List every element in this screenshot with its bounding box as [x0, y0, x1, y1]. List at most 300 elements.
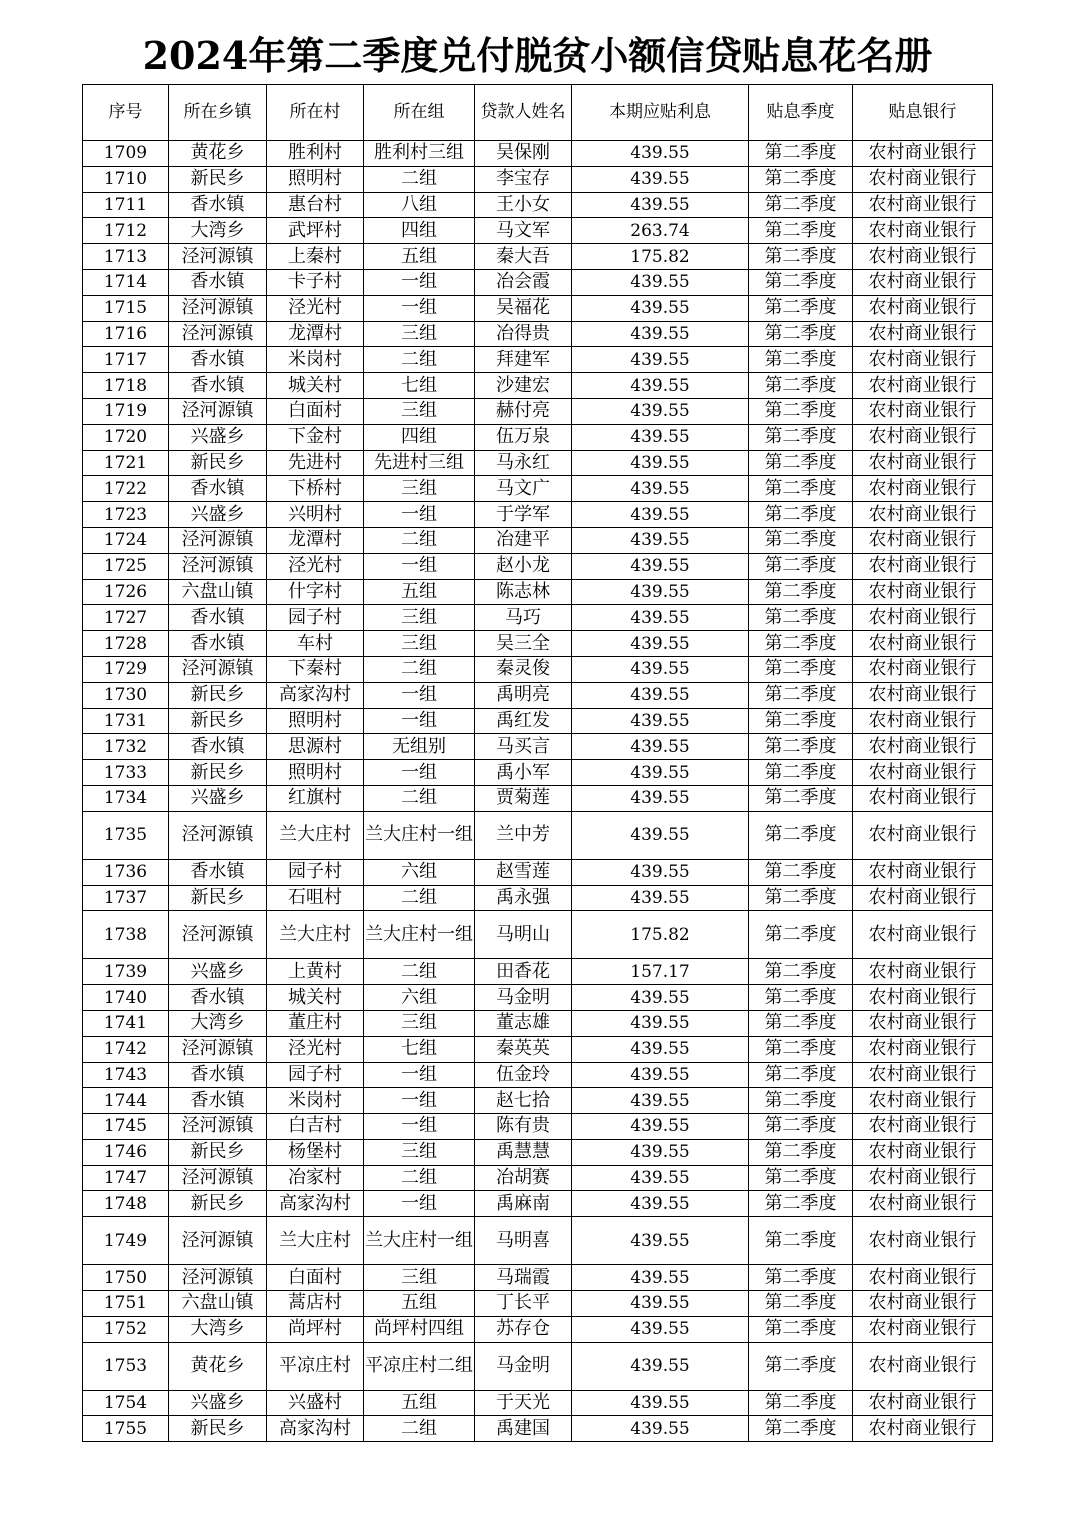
cell-index: 1754 [83, 1390, 169, 1416]
cell-bank: 农村商业银行 [853, 373, 993, 399]
cell-bank: 农村商业银行 [853, 605, 993, 631]
cell-interest: 439.55 [572, 656, 749, 682]
table-row [83, 1036, 993, 1062]
cell-township: 泾河源镇 [169, 656, 267, 682]
cell-village: 兴盛村 [267, 1390, 364, 1416]
cell-interest: 439.55 [572, 166, 749, 192]
cell-village: 惠台村 [267, 192, 364, 218]
cell-index: 1730 [83, 682, 169, 708]
cell-bank: 农村商业银行 [853, 1088, 993, 1114]
cell-township: 兴盛乡 [169, 424, 267, 450]
cell-group: 四组 [364, 424, 475, 450]
col-header-interest: 本期应贴利息 [572, 85, 749, 141]
col-header-township: 所在乡镇 [169, 85, 267, 141]
cell-township: 泾河源镇 [169, 1217, 267, 1265]
cell-group: 一组 [364, 1062, 475, 1088]
cell-township: 兴盛乡 [169, 785, 267, 811]
cell-bank: 农村商业银行 [853, 269, 993, 295]
table-row [83, 1139, 993, 1165]
cell-quarter: 第二季度 [749, 450, 853, 476]
col-header-index: 序号 [83, 85, 169, 141]
cell-village: 园子村 [267, 1062, 364, 1088]
cell-group: 三组 [364, 1265, 475, 1291]
cell-village: 先进村 [267, 450, 364, 476]
cell-quarter: 第二季度 [749, 734, 853, 760]
cell-township: 大湾乡 [169, 1316, 267, 1342]
cell-borrower: 马瑞霞 [475, 1265, 572, 1291]
cell-bank: 农村商业银行 [853, 347, 993, 373]
cell-group: 二组 [364, 527, 475, 553]
cell-bank: 农村商业银行 [853, 811, 993, 859]
cell-borrower: 伍万泉 [475, 424, 572, 450]
cell-village: 下桥村 [267, 476, 364, 502]
cell-interest: 439.55 [572, 885, 749, 911]
cell-township: 泾河源镇 [169, 244, 267, 270]
cell-bank: 农村商业银行 [853, 1165, 993, 1191]
cell-group: 七组 [364, 1036, 475, 1062]
cell-village: 白面村 [267, 398, 364, 424]
cell-quarter: 第二季度 [749, 1291, 853, 1317]
cell-group: 二组 [364, 1416, 475, 1442]
cell-index: 1741 [83, 1010, 169, 1036]
cell-borrower: 马买言 [475, 734, 572, 760]
cell-village: 泾光村 [267, 553, 364, 579]
cell-quarter: 第二季度 [749, 631, 853, 657]
cell-bank: 农村商业银行 [853, 1265, 993, 1291]
cell-township: 香水镇 [169, 1088, 267, 1114]
cell-borrower: 沙建宏 [475, 373, 572, 399]
cell-quarter: 第二季度 [749, 1191, 853, 1217]
cell-borrower: 拜建军 [475, 347, 572, 373]
cell-township: 新民乡 [169, 682, 267, 708]
cell-borrower: 马文军 [475, 218, 572, 244]
cell-township: 六盘山镇 [169, 579, 267, 605]
col-header-quarter: 贴息季度 [749, 85, 853, 141]
cell-group: 一组 [364, 553, 475, 579]
cell-village: 石咀村 [267, 885, 364, 911]
cell-township: 泾河源镇 [169, 398, 267, 424]
table-row [83, 682, 993, 708]
cell-quarter: 第二季度 [749, 959, 853, 985]
cell-index: 1720 [83, 424, 169, 450]
cell-index: 1732 [83, 734, 169, 760]
cell-village: 红旗村 [267, 785, 364, 811]
cell-township: 新民乡 [169, 760, 267, 786]
table-row [83, 141, 993, 167]
cell-bank: 农村商业银行 [853, 502, 993, 528]
cell-interest: 439.55 [572, 373, 749, 399]
table-row [83, 218, 993, 244]
cell-township: 香水镇 [169, 476, 267, 502]
table-row [83, 1265, 993, 1291]
cell-bank: 农村商业银行 [853, 656, 993, 682]
cell-township: 香水镇 [169, 269, 267, 295]
cell-quarter: 第二季度 [749, 760, 853, 786]
cell-quarter: 第二季度 [749, 424, 853, 450]
cell-interest: 439.55 [572, 1088, 749, 1114]
cell-index: 1713 [83, 244, 169, 270]
table-row [83, 398, 993, 424]
cell-interest: 439.55 [572, 450, 749, 476]
cell-township: 香水镇 [169, 631, 267, 657]
cell-group: 二组 [364, 1165, 475, 1191]
cell-borrower: 丁长平 [475, 1291, 572, 1317]
table-row [83, 579, 993, 605]
cell-bank: 农村商业银行 [853, 1036, 993, 1062]
cell-group: 三组 [364, 476, 475, 502]
cell-interest: 439.55 [572, 734, 749, 760]
cell-bank: 农村商业银行 [853, 1316, 993, 1342]
cell-group: 三组 [364, 398, 475, 424]
table-row [83, 244, 993, 270]
cell-village: 城关村 [267, 373, 364, 399]
cell-borrower: 秦英英 [475, 1036, 572, 1062]
cell-group: 二组 [364, 959, 475, 985]
cell-borrower: 王小女 [475, 192, 572, 218]
table-row [83, 734, 993, 760]
cell-group: 五组 [364, 1291, 475, 1317]
cell-interest: 439.55 [572, 347, 749, 373]
cell-group: 先进村三组 [364, 450, 475, 476]
cell-interest: 439.55 [572, 1139, 749, 1165]
cell-group: 六组 [364, 985, 475, 1011]
cell-interest: 439.55 [572, 1291, 749, 1317]
cell-group: 一组 [364, 760, 475, 786]
table-row [83, 424, 993, 450]
cell-village: 平凉庄村 [267, 1342, 364, 1390]
table-row [83, 811, 993, 859]
cell-interest: 439.55 [572, 1217, 749, 1265]
cell-quarter: 第二季度 [749, 192, 853, 218]
table-row [83, 347, 993, 373]
cell-index: 1719 [83, 398, 169, 424]
cell-township: 新民乡 [169, 450, 267, 476]
cell-quarter: 第二季度 [749, 1217, 853, 1265]
cell-group: 一组 [364, 1088, 475, 1114]
cell-borrower: 秦灵俊 [475, 656, 572, 682]
cell-village: 卡子村 [267, 269, 364, 295]
cell-quarter: 第二季度 [749, 885, 853, 911]
table-row [83, 321, 993, 347]
cell-group: 三组 [364, 1010, 475, 1036]
cell-quarter: 第二季度 [749, 502, 853, 528]
cell-borrower: 吴保刚 [475, 141, 572, 167]
cell-village: 米岗村 [267, 347, 364, 373]
cell-village: 米岗村 [267, 1088, 364, 1114]
cell-bank: 农村商业银行 [853, 218, 993, 244]
cell-group: 二组 [364, 656, 475, 682]
cell-index: 1731 [83, 708, 169, 734]
cell-quarter: 第二季度 [749, 1265, 853, 1291]
cell-interest: 175.82 [572, 244, 749, 270]
cell-group: 一组 [364, 295, 475, 321]
cell-interest: 439.55 [572, 141, 749, 167]
cell-interest: 439.55 [572, 1191, 749, 1217]
cell-group: 二组 [364, 785, 475, 811]
cell-interest: 439.55 [572, 321, 749, 347]
cell-borrower: 禹小军 [475, 760, 572, 786]
cell-index: 1751 [83, 1291, 169, 1317]
cell-interest: 439.55 [572, 605, 749, 631]
cell-index: 1738 [83, 911, 169, 959]
cell-bank: 农村商业银行 [853, 911, 993, 959]
cell-index: 1724 [83, 527, 169, 553]
table-row [83, 1291, 993, 1317]
cell-bank: 农村商业银行 [853, 1062, 993, 1088]
cell-village: 杨堡村 [267, 1139, 364, 1165]
cell-bank: 农村商业银行 [853, 1291, 993, 1317]
cell-index: 1736 [83, 859, 169, 885]
cell-quarter: 第二季度 [749, 579, 853, 605]
cell-group: 五组 [364, 579, 475, 605]
cell-group: 五组 [364, 244, 475, 270]
cell-index: 1746 [83, 1139, 169, 1165]
cell-borrower: 禹永强 [475, 885, 572, 911]
cell-index: 1725 [83, 553, 169, 579]
cell-township: 兴盛乡 [169, 1390, 267, 1416]
cell-village: 兰大庄村 [267, 811, 364, 859]
table-row [83, 985, 993, 1011]
cell-borrower: 禹红发 [475, 708, 572, 734]
cell-borrower: 李宝存 [475, 166, 572, 192]
table-row [83, 527, 993, 553]
cell-quarter: 第二季度 [749, 1088, 853, 1114]
cell-bank: 农村商业银行 [853, 1390, 993, 1416]
cell-bank: 农村商业银行 [853, 476, 993, 502]
cell-group: 兰大庄村一组 [364, 1217, 475, 1265]
cell-township: 香水镇 [169, 192, 267, 218]
cell-quarter: 第二季度 [749, 244, 853, 270]
cell-borrower: 赵七拾 [475, 1088, 572, 1114]
cell-quarter: 第二季度 [749, 1342, 853, 1390]
cell-interest: 439.55 [572, 1390, 749, 1416]
cell-quarter: 第二季度 [749, 218, 853, 244]
cell-index: 1740 [83, 985, 169, 1011]
cell-township: 大湾乡 [169, 218, 267, 244]
cell-township: 香水镇 [169, 373, 267, 399]
table-row [83, 656, 993, 682]
table-row [83, 859, 993, 885]
cell-index: 1723 [83, 502, 169, 528]
cell-bank: 农村商业银行 [853, 959, 993, 985]
cell-borrower: 马明山 [475, 911, 572, 959]
cell-index: 1745 [83, 1114, 169, 1140]
cell-village: 白吉村 [267, 1114, 364, 1140]
cell-borrower: 马永红 [475, 450, 572, 476]
cell-group: 一组 [364, 708, 475, 734]
col-header-village: 所在村 [267, 85, 364, 141]
cell-quarter: 第二季度 [749, 1139, 853, 1165]
cell-village: 高家沟村 [267, 682, 364, 708]
col-header-bank: 贴息银行 [853, 85, 993, 141]
cell-borrower: 禹慧慧 [475, 1139, 572, 1165]
cell-village: 泾光村 [267, 295, 364, 321]
cell-township: 泾河源镇 [169, 527, 267, 553]
cell-township: 新民乡 [169, 1191, 267, 1217]
cell-borrower: 赫付亮 [475, 398, 572, 424]
cell-village: 车村 [267, 631, 364, 657]
col-header-borrower: 贷款人姓名 [475, 85, 572, 141]
cell-quarter: 第二季度 [749, 985, 853, 1011]
cell-township: 新民乡 [169, 1139, 267, 1165]
cell-quarter: 第二季度 [749, 656, 853, 682]
cell-group: 三组 [364, 605, 475, 631]
cell-index: 1733 [83, 760, 169, 786]
cell-bank: 农村商业银行 [853, 1010, 993, 1036]
cell-borrower: 禹麻南 [475, 1191, 572, 1217]
cell-township: 大湾乡 [169, 1010, 267, 1036]
cell-group: 无组别 [364, 734, 475, 760]
cell-bank: 农村商业银行 [853, 244, 993, 270]
cell-index: 1750 [83, 1265, 169, 1291]
cell-village: 城关村 [267, 985, 364, 1011]
cell-quarter: 第二季度 [749, 1036, 853, 1062]
cell-interest: 439.55 [572, 527, 749, 553]
cell-quarter: 第二季度 [749, 295, 853, 321]
cell-bank: 农村商业银行 [853, 734, 993, 760]
cell-interest: 439.55 [572, 192, 749, 218]
cell-township: 新民乡 [169, 166, 267, 192]
cell-borrower: 禹建国 [475, 1416, 572, 1442]
cell-borrower: 赵雪莲 [475, 859, 572, 885]
cell-interest: 439.55 [572, 1316, 749, 1342]
cell-group: 六组 [364, 859, 475, 885]
cell-borrower: 陈志林 [475, 579, 572, 605]
cell-borrower: 马金明 [475, 985, 572, 1011]
cell-group: 三组 [364, 631, 475, 657]
cell-bank: 农村商业银行 [853, 631, 993, 657]
cell-index: 1721 [83, 450, 169, 476]
cell-interest: 439.55 [572, 269, 749, 295]
cell-bank: 农村商业银行 [853, 321, 993, 347]
cell-interest: 439.55 [572, 785, 749, 811]
cell-village: 泾光村 [267, 1036, 364, 1062]
cell-index: 1748 [83, 1191, 169, 1217]
cell-group: 二组 [364, 347, 475, 373]
cell-village: 上秦村 [267, 244, 364, 270]
cell-quarter: 第二季度 [749, 911, 853, 959]
cell-bank: 农村商业银行 [853, 1139, 993, 1165]
cell-village: 高家沟村 [267, 1416, 364, 1442]
table-row [83, 450, 993, 476]
cell-interest: 439.55 [572, 1114, 749, 1140]
cell-quarter: 第二季度 [749, 1062, 853, 1088]
cell-borrower: 冶胡赛 [475, 1165, 572, 1191]
cell-group: 四组 [364, 218, 475, 244]
table-row [83, 1114, 993, 1140]
cell-quarter: 第二季度 [749, 321, 853, 347]
cell-quarter: 第二季度 [749, 811, 853, 859]
cell-village: 照明村 [267, 760, 364, 786]
cell-bank: 农村商业银行 [853, 708, 993, 734]
cell-township: 新民乡 [169, 885, 267, 911]
cell-bank: 农村商业银行 [853, 1217, 993, 1265]
cell-group: 尚坪村四组 [364, 1316, 475, 1342]
cell-index: 1749 [83, 1217, 169, 1265]
cell-bank: 农村商业银行 [853, 295, 993, 321]
cell-bank: 农村商业银行 [853, 192, 993, 218]
cell-borrower: 赵小龙 [475, 553, 572, 579]
cell-borrower: 吴三全 [475, 631, 572, 657]
cell-borrower: 陈有贵 [475, 1114, 572, 1140]
cell-interest: 439.55 [572, 1265, 749, 1291]
table-row [83, 708, 993, 734]
cell-township: 泾河源镇 [169, 295, 267, 321]
table-row [83, 631, 993, 657]
cell-township: 香水镇 [169, 1062, 267, 1088]
cell-village: 胜利村 [267, 141, 364, 167]
cell-interest: 263.74 [572, 218, 749, 244]
cell-village: 兰大庄村 [267, 911, 364, 959]
cell-quarter: 第二季度 [749, 1165, 853, 1191]
cell-bank: 农村商业银行 [853, 1416, 993, 1442]
cell-interest: 439.55 [572, 1010, 749, 1036]
cell-bank: 农村商业银行 [853, 1342, 993, 1390]
table-row [83, 1416, 993, 1442]
cell-bank: 农村商业银行 [853, 1191, 993, 1217]
cell-borrower: 禹明亮 [475, 682, 572, 708]
cell-township: 新民乡 [169, 1416, 267, 1442]
cell-quarter: 第二季度 [749, 553, 853, 579]
table-row [83, 1390, 993, 1416]
cell-interest: 439.55 [572, 1036, 749, 1062]
cell-bank: 农村商业银行 [853, 885, 993, 911]
cell-bank: 农村商业银行 [853, 166, 993, 192]
cell-township: 泾河源镇 [169, 811, 267, 859]
cell-index: 1747 [83, 1165, 169, 1191]
table-row [83, 959, 993, 985]
cell-index: 1744 [83, 1088, 169, 1114]
cell-village: 尚坪村 [267, 1316, 364, 1342]
cell-index: 1752 [83, 1316, 169, 1342]
cell-bank: 农村商业银行 [853, 553, 993, 579]
cell-group: 二组 [364, 885, 475, 911]
cell-quarter: 第二季度 [749, 605, 853, 631]
cell-interest: 439.55 [572, 1165, 749, 1191]
cell-quarter: 第二季度 [749, 373, 853, 399]
table-body [83, 141, 993, 1442]
table-row [83, 502, 993, 528]
cell-borrower: 秦大吾 [475, 244, 572, 270]
cell-village: 园子村 [267, 859, 364, 885]
cell-index: 1739 [83, 959, 169, 985]
cell-bank: 农村商业银行 [853, 682, 993, 708]
cell-interest: 439.55 [572, 859, 749, 885]
cell-village: 兰大庄村 [267, 1217, 364, 1265]
table-row [83, 553, 993, 579]
cell-group: 一组 [364, 682, 475, 708]
cell-index: 1727 [83, 605, 169, 631]
cell-index: 1753 [83, 1342, 169, 1390]
cell-quarter: 第二季度 [749, 708, 853, 734]
cell-quarter: 第二季度 [749, 347, 853, 373]
cell-township: 六盘山镇 [169, 1291, 267, 1317]
cell-village: 冶家村 [267, 1165, 364, 1191]
table-row [83, 760, 993, 786]
cell-interest: 175.82 [572, 911, 749, 959]
cell-index: 1715 [83, 295, 169, 321]
table-row [83, 295, 993, 321]
table-row [83, 1191, 993, 1217]
cell-borrower: 伍金玲 [475, 1062, 572, 1088]
cell-index: 1718 [83, 373, 169, 399]
cell-interest: 439.55 [572, 760, 749, 786]
cell-quarter: 第二季度 [749, 141, 853, 167]
cell-group: 一组 [364, 269, 475, 295]
cell-interest: 439.55 [572, 579, 749, 605]
cell-borrower: 马金明 [475, 1342, 572, 1390]
cell-quarter: 第二季度 [749, 1114, 853, 1140]
